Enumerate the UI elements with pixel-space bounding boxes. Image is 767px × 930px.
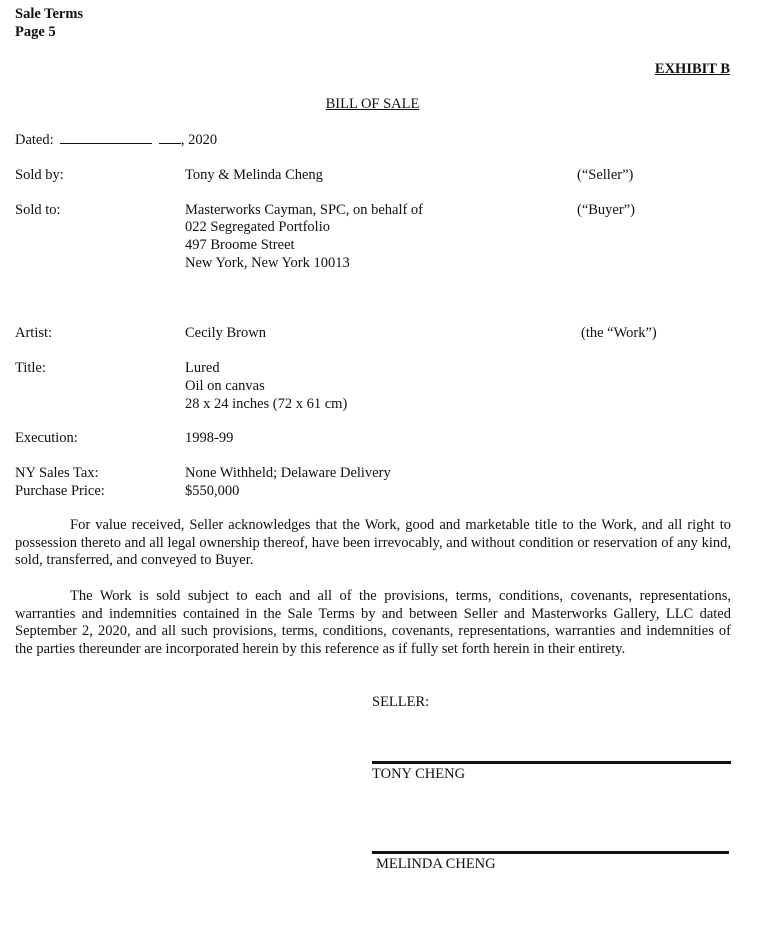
title-line: Oil on canvas [185, 378, 265, 394]
execution-label: Execution: [15, 430, 78, 446]
sold-to-label: Sold to: [15, 202, 61, 218]
buyer-role: (“Buyer”) [577, 202, 635, 218]
title-line: Lured [185, 360, 220, 376]
title-line: 28 x 24 inches (72 x 61 cm) [185, 396, 348, 412]
execution-value: 1998-99 [185, 430, 234, 446]
seller-role: (“Seller”) [577, 167, 634, 183]
sold-by-value: Tony & Melinda Cheng [185, 167, 323, 183]
sold-by-label: Sold by: [15, 167, 64, 183]
dated-blank-day [159, 131, 181, 144]
sold-to-line: 497 Broome Street [185, 237, 295, 253]
page-number: Page 5 [15, 24, 56, 40]
signer-name-melinda: MELINDA CHENG [376, 856, 496, 872]
terms-paragraph: The Work is sold subject to each and all of the provisions, terms, conditions, covenants, representations, warranties and indemnities contained in the Sale Terms by and between Seller and Masterworks Gallery, LLC dated September 2, 2020, and all such provisions, terms, conditions, covenants, representations, warranties and indemnities of the parties thereunder are incorporated herein by this reference as if fully set forth herein in their entirety. [15, 588, 731, 657]
purchase-price-value: $550,000 [185, 483, 240, 499]
sales-tax-label: NY Sales Tax: [15, 465, 99, 481]
doc-name: Sale Terms [15, 6, 84, 22]
signature-line [372, 761, 731, 764]
dated-year: , 2020 [180, 132, 218, 148]
sales-tax-value: None Withheld; Delaware Delivery [185, 465, 391, 481]
dated-label: Dated: [15, 132, 54, 148]
seller-signature-label: SELLER: [372, 694, 430, 710]
dated-row [15, 131, 217, 149]
purchase-price-label: Purchase Price: [15, 483, 105, 499]
sold-to-line: New York, New York 10013 [185, 255, 350, 271]
work-role: (the “Work”) [581, 325, 657, 341]
artist-value: Cecily Brown [185, 325, 266, 341]
acknowledgement-paragraph: For value received, Seller acknowledges that the Work, good and marketable title to the Work, and all right to possession thereto and all legal ownership thereof, have been irrevocably, and without condition or reservation of any kind, sold, transferred, and conveyed to Buyer. [15, 517, 731, 568]
artist-label: Artist: [15, 325, 53, 341]
exhibit-label: EXHIBIT B [654, 61, 730, 77]
sold-to-line: Masterworks Cayman, SPC, on behalf of [185, 202, 424, 218]
dated-blank-month [60, 131, 152, 144]
signature-line [372, 851, 729, 854]
sold-to-line: 022 Segregated Portfolio [185, 219, 330, 235]
title-label: Title: [15, 360, 46, 376]
signer-name-tony: TONY CHENG [372, 766, 466, 782]
document-title: BILL OF SALE [325, 96, 420, 112]
